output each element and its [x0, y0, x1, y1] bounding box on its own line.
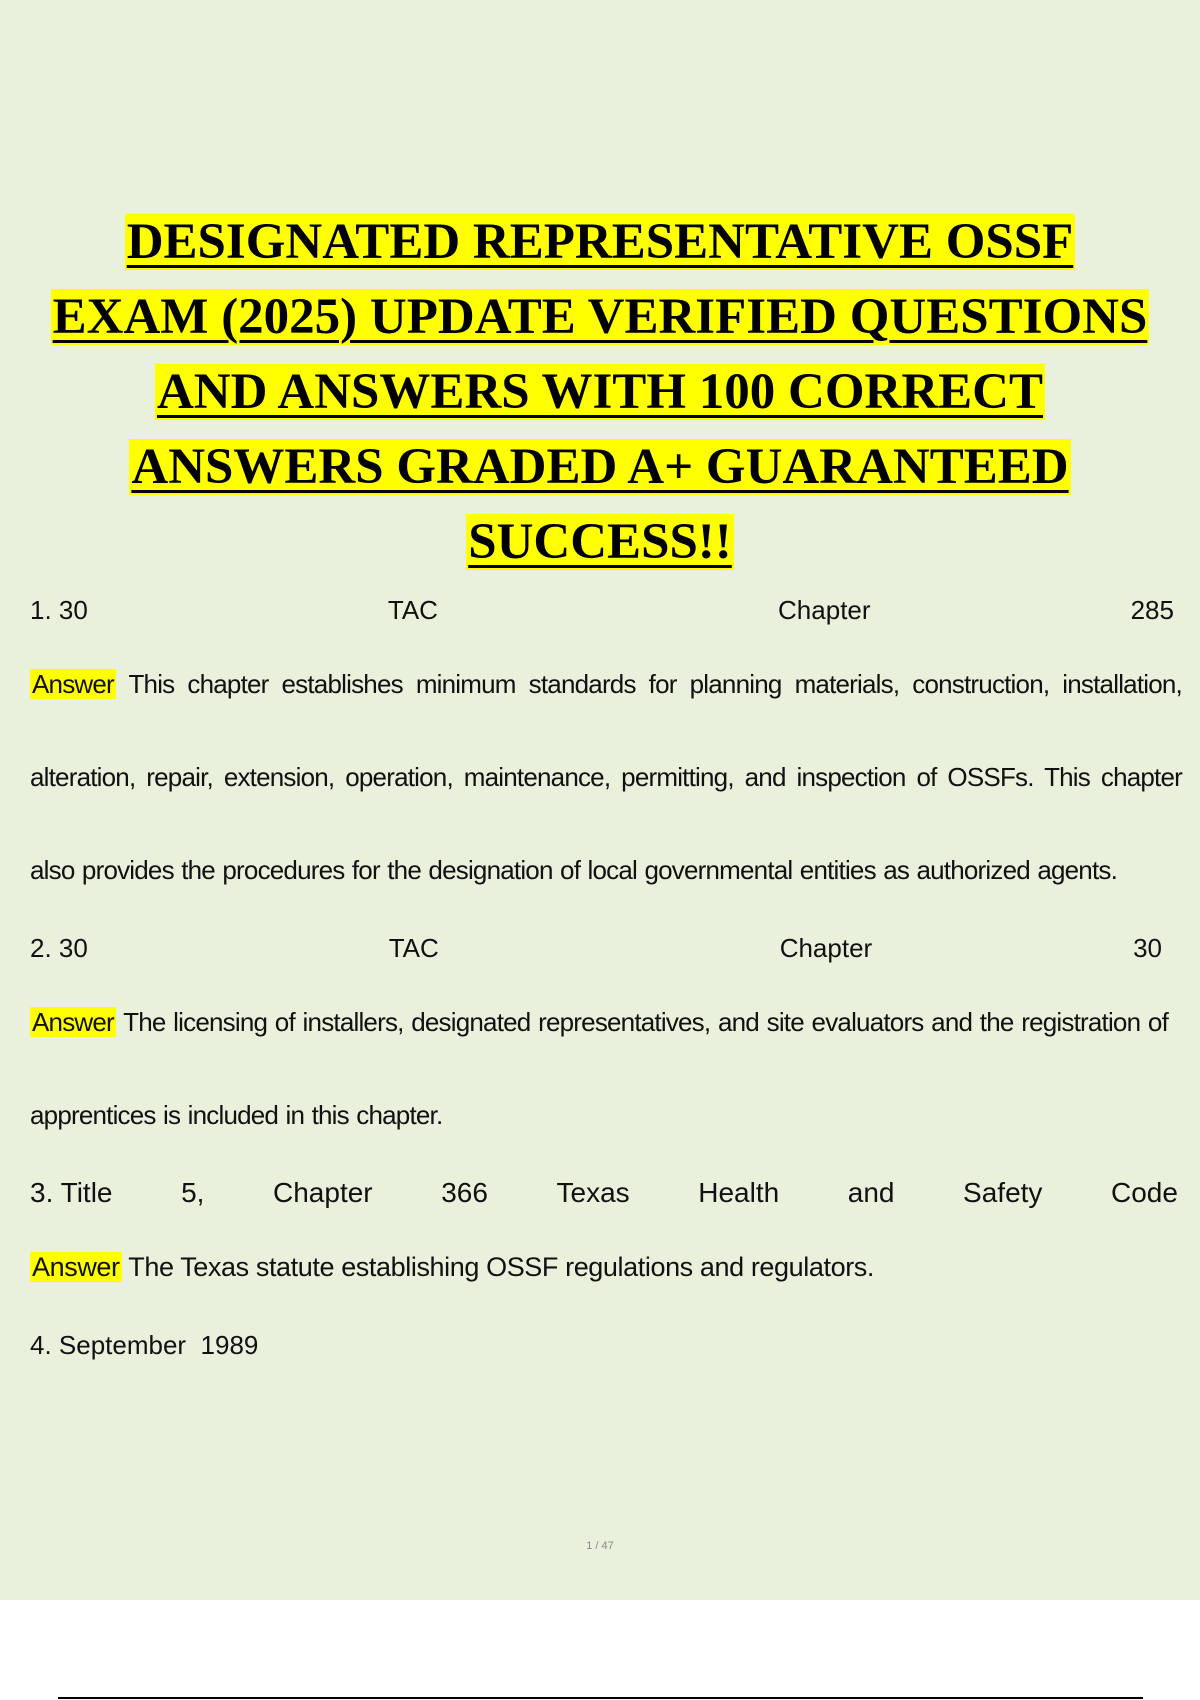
- page-number: 1 / 47: [586, 1540, 614, 1552]
- question-1-part: Chapter: [778, 595, 871, 625]
- question-4-text: 4. September 1989: [30, 1330, 259, 1360]
- question-3-part: Chapter: [273, 1177, 373, 1208]
- question-2-part: Chapter: [779, 933, 873, 963]
- answer-1: [30, 638, 1182, 917]
- qa-list: [30, 585, 1182, 1413]
- answer-1-text: This chapter establishes minimum standards for planning materials, construction, installation, alteration, repair, extension, operation, maintenance, permitting, and inspection of OSSFs. This chapter also provides the procedures for the designation of local governmental entities as authorized agents.: [30, 669, 1182, 885]
- question-3-part: Safety: [963, 1177, 1043, 1208]
- title-line-4: ANSWERS GRADED A+ GUARANTEED: [131, 439, 1069, 495]
- document-title: [0, 205, 1200, 580]
- answer-label: Answer: [32, 1252, 120, 1282]
- answer-label: Answer: [32, 669, 114, 699]
- question-3-part: and: [847, 1177, 895, 1208]
- question-1-part: 1. 30: [30, 595, 88, 625]
- title-line-3: AND ANSWERS WITH 100 CORRECT: [156, 364, 1044, 420]
- question-2-part: 2. 30: [30, 933, 88, 963]
- answer-2-text: The licensing of installers, designated representatives, and site evaluators and the registration of apprentices is included in this chapter.: [30, 1007, 1168, 1130]
- question-3-part: Code: [1111, 1177, 1178, 1208]
- title-line-5: SUCCESS!!: [468, 514, 732, 570]
- title-line-1: DESIGNATED REPRESENTATIVE OSSF: [126, 214, 1074, 270]
- answer-2: [30, 976, 1182, 1162]
- question-1-part: TAC: [387, 595, 438, 625]
- question-3-part: 5,: [181, 1177, 205, 1208]
- question-2-part: 30: [1133, 933, 1162, 963]
- title-line-2: EXAM (2025) UPDATE VERIFIED QUESTIONS: [52, 289, 1148, 345]
- question-1-part: 285: [1130, 595, 1174, 625]
- answer-label: Answer: [32, 1007, 114, 1037]
- answer-3-text: The Texas statute establishing OSSF regulations and regulators.: [128, 1252, 875, 1282]
- page-divider: [58, 1697, 1143, 1699]
- question-3-part: 3. Title: [30, 1177, 113, 1208]
- question-3-part: Health: [698, 1177, 780, 1208]
- question-3-part: 366: [441, 1177, 488, 1208]
- question-4: [30, 1320, 1182, 1413]
- question-2-part: TAC: [388, 933, 439, 963]
- question-3-part: Texas: [556, 1177, 630, 1208]
